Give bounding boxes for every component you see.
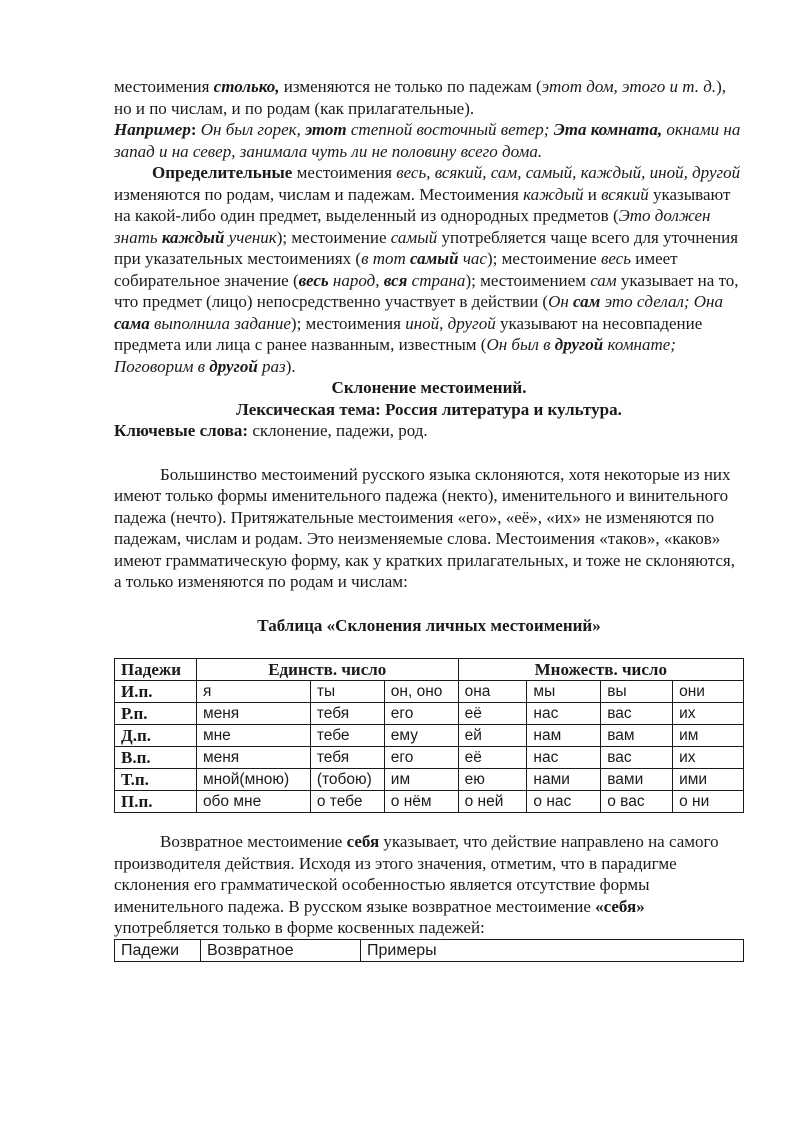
paragraph-definitive-pronouns xyxy=(114,162,744,377)
example-text: степной восточный ветер; xyxy=(346,120,554,139)
pronoun-cell: его xyxy=(384,703,458,725)
emphasis: весь xyxy=(298,270,329,290)
header-singular: Единств. число xyxy=(196,659,458,681)
case-cell: П.п. xyxy=(115,791,197,813)
pronoun-cell: ему xyxy=(384,725,458,747)
text-span: ); местоимения xyxy=(290,313,406,333)
pronoun-cell: о вас xyxy=(601,791,673,813)
pronoun-cell: им xyxy=(673,725,744,747)
header-cases: Падежи xyxy=(115,659,197,681)
text-span: изменяются по родам, числам и падежам. Местоимения xyxy=(114,184,524,204)
example-text: раз xyxy=(257,356,286,376)
case-cell: Д.п. xyxy=(115,725,197,747)
text-span: местоимения xyxy=(292,163,397,182)
pronoun-cell: нас xyxy=(527,747,601,769)
text-span: ), но и по числам, и по родам (как прилагательные). xyxy=(114,77,726,118)
example-text: этот дом, этого и т. д. xyxy=(541,77,717,96)
pronoun-cell: мне xyxy=(196,725,310,747)
pronoun-cell: их xyxy=(673,747,744,769)
table-row xyxy=(115,791,744,813)
emphasis: Эта комната, xyxy=(553,120,663,139)
emphasis: другой xyxy=(209,356,258,376)
case-cell: В.п. xyxy=(115,747,197,769)
pronoun-cell: нас xyxy=(527,703,601,725)
spacer xyxy=(114,593,744,615)
text-span: : xyxy=(190,120,201,139)
pronoun-cell: о тебе xyxy=(310,791,384,813)
header-plural: Множеств. число xyxy=(458,659,743,681)
term: себя xyxy=(346,832,380,851)
pronoun-cell: вас xyxy=(601,703,673,725)
personal-pronouns-table xyxy=(114,658,744,813)
term: Определительные xyxy=(152,163,293,182)
emphasis: этот xyxy=(305,120,347,139)
pronoun-cell: я xyxy=(196,681,310,703)
emphasis: самый xyxy=(410,249,459,268)
text-span: указывают на какой-либо один предмет, выделенный из однородных предметов ( xyxy=(114,184,731,225)
pronoun-cell: она xyxy=(458,681,527,703)
pronoun-cell: тебе xyxy=(310,725,384,747)
text-span: указывает на то, что предмет (лицо) непосредственно участвует в действии ( xyxy=(114,270,739,311)
table-row xyxy=(115,747,744,769)
example-text: час xyxy=(458,249,487,268)
text-span: ). xyxy=(285,356,296,376)
example-text: всякий xyxy=(601,184,649,204)
pronoun-cell: ты xyxy=(310,681,384,703)
example-text: Он был в xyxy=(486,335,555,354)
pronoun-cell: нами xyxy=(527,769,601,791)
text-span: ); местоимение xyxy=(276,227,391,247)
keywords-line xyxy=(114,420,744,442)
example-text: Он был горек, xyxy=(200,120,306,139)
pronoun-cell: они xyxy=(673,681,744,703)
paragraph-declension-intro: Большинство местоимений русского языка склоняются, хотя некоторые из них имеют только формы именительного падежа (некто), именительного и винительного падежа (нечто). Притяжательные местоимения «его», «её», «их» не изменяются по падежам, числам и родам. Это неизменяемые слова. Местоимения «таков», «каков» имеют грамматическую форму, как у кратких прилагательных, и тоже не склоняются, а только изменяются по родам и числам: xyxy=(114,464,735,591)
pronoun-cell: ею xyxy=(458,769,527,791)
pronoun-cell: о ни xyxy=(673,791,744,813)
text-span: ); местоимение xyxy=(486,249,601,268)
pronoun-cell: меня xyxy=(196,747,310,769)
paragraph-example xyxy=(114,119,744,162)
lexical-topic-heading: Лексическая тема: Россия литература и культура. xyxy=(236,399,622,419)
emphasis: другой xyxy=(554,335,604,354)
emphasis: каждый xyxy=(161,227,225,247)
spacer xyxy=(114,813,744,831)
text-span: Возвратное местоимение xyxy=(160,832,347,851)
text-span: имеет собирательное значение ( xyxy=(114,249,678,290)
pronoun-cell: им xyxy=(384,769,458,791)
spacer xyxy=(114,442,744,464)
pronoun-cell: обо мне xyxy=(196,791,310,813)
emphasis: столько, xyxy=(213,77,280,96)
example-text: весь, всякий, сам, самый, каждый, иной, другой xyxy=(396,163,741,182)
example-text: самый xyxy=(390,227,438,247)
example-text: это сделал; Она xyxy=(600,292,723,311)
document-page xyxy=(114,76,744,962)
pronoun-cell: нам xyxy=(527,725,601,747)
pronoun-cell: (тобою) xyxy=(310,769,384,791)
table-body xyxy=(115,681,744,813)
term: «себя» xyxy=(595,896,645,916)
header-examples: Примеры xyxy=(361,939,744,961)
text-span: употребляется чаще всего для уточнения при указательных местоимениях ( xyxy=(114,227,739,268)
table-row xyxy=(115,725,744,747)
example-text: страна xyxy=(407,270,466,290)
example-label: Например xyxy=(114,120,191,139)
text-span: местоимения xyxy=(114,77,214,96)
case-cell: И.п. xyxy=(115,681,197,703)
table-header-row xyxy=(115,659,744,681)
example-text: иной, другой xyxy=(405,313,496,333)
pronoun-cell: ими xyxy=(673,769,744,791)
example-text: ученик xyxy=(224,227,277,247)
pronoun-cell: их xyxy=(673,703,744,725)
text-span: указывают на несовпадение предмета или лица с ранее названным, известным ( xyxy=(114,313,703,354)
table-row xyxy=(115,703,744,725)
keywords-text: склонение, падежи, род. xyxy=(248,421,428,440)
table-caption: Таблица «Склонения личных местоимений» xyxy=(257,615,601,635)
header-reflexive: Возвратное xyxy=(201,939,361,961)
pronoun-cell: о ней xyxy=(458,791,527,813)
header-cases: Падежи xyxy=(115,939,201,961)
pronoun-cell: о нём xyxy=(384,791,458,813)
pronoun-cell: его xyxy=(384,747,458,769)
table-header-row xyxy=(115,939,744,961)
text-span: изменяются не только по падежам ( xyxy=(279,77,542,96)
pronoun-cell: тебя xyxy=(310,747,384,769)
example-text: каждый xyxy=(523,184,584,204)
example-text: выполнила задание xyxy=(149,313,291,333)
section-heading: Склонение местоимений. xyxy=(331,378,527,397)
pronoun-cell: вам xyxy=(601,725,673,747)
emphasis: вся xyxy=(383,270,408,290)
keywords-label: Ключевые слова: xyxy=(114,421,249,440)
text-span: и xyxy=(583,184,602,204)
case-cell: Р.п. xyxy=(115,703,197,725)
example-text: Он xyxy=(548,292,574,311)
example-text: народ, xyxy=(328,270,384,290)
pronoun-cell: мы xyxy=(527,681,601,703)
pronoun-cell: о нас xyxy=(527,791,601,813)
pronoun-cell: вы xyxy=(601,681,673,703)
paragraph-pronoun-stolko xyxy=(114,76,744,119)
example-text: комнате; Поговорим в xyxy=(114,335,676,376)
pronoun-cell: вас xyxy=(601,747,673,769)
table-row xyxy=(115,681,744,703)
emphasis: сам xyxy=(573,292,601,311)
pronoun-cell: вами xyxy=(601,769,673,791)
pronoun-cell: её xyxy=(458,747,527,769)
pronoun-cell: меня xyxy=(196,703,310,725)
pronoun-cell: он, оно xyxy=(384,681,458,703)
pronoun-cell: ей xyxy=(458,725,527,747)
paragraph-reflexive-pronoun xyxy=(114,831,744,939)
case-cell: Т.п. xyxy=(115,769,197,791)
example-text: весь xyxy=(600,249,631,268)
table-row xyxy=(115,769,744,791)
text-span: употребляется только в форме косвенных падежей: xyxy=(114,918,485,937)
pronoun-cell: её xyxy=(458,703,527,725)
pronoun-cell: мной(мною) xyxy=(196,769,310,791)
example-text: Это должен знать xyxy=(114,206,711,247)
example-text: окнами на запад и на север, занимала чуть ли не половину всего дома. xyxy=(114,120,741,161)
example-text: сам xyxy=(590,270,617,290)
reflexive-pronoun-table xyxy=(114,939,744,962)
text-span: ); местоимением xyxy=(465,270,591,290)
example-text: в тот xyxy=(361,249,411,268)
emphasis: сама xyxy=(114,313,150,333)
text-span: указывает, что действие направлено на самого производителя действия. Исходя из этого значения, отметим, что в парадигме склонения его грамматической особенностью является отсутствие формы именительного падежа. В русском языке возвратное местоимение xyxy=(114,832,719,916)
pronoun-cell: тебя xyxy=(310,703,384,725)
